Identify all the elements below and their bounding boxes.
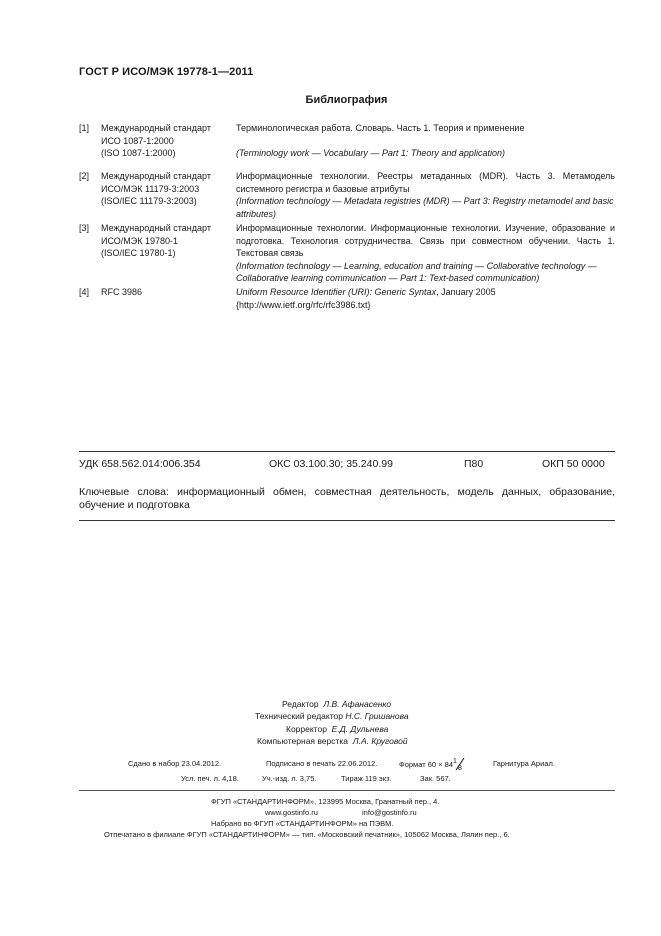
entry-description [236,170,615,220]
printed-note: Отпечатано в филиале ФГУП «СТАНДАРТИНФОРМ» — тип. «Московский печатник», 105062 Москва, Лялин пер., 6. [104,830,510,839]
standard-designation [101,122,239,160]
typeset-note: Набрано во ФГУП «СТАНДАРТИНФОРМ» на ПЭВМ. [211,819,394,828]
standard-designation [101,222,239,260]
standard-designation [101,170,239,208]
entry-number: [1] [79,123,90,133]
order-number: Зак. 567. [420,774,451,783]
typeface: Гарнитура Ариал. [493,759,555,768]
publisher-email: info@gostinfo.ru [362,808,417,817]
name: Л.А. Круговой [352,736,408,746]
entry-description [236,286,615,311]
standard-number: RFC 3986 [101,287,143,297]
classification-row [79,458,615,472]
oks-code: ОКС 03.100.30; 35.240.99 [269,458,393,470]
print-run: Тираж 119 экз. [341,774,392,783]
title-ru: Информационные технологии. Информационные технологии. Изучение, образование и подготовка. Технология сотрудничества. Связь при совместном обучении. Часть 1. Текстовая связь [236,223,615,258]
entry-number: [2] [79,171,90,181]
bib-entry [79,286,615,312]
bibliography-title: Библиография [305,94,388,106]
standard-type: Международный стандарт [101,223,211,233]
label: Компьютерная верстка [257,736,349,746]
standard-number: ИСО 1087-1:2000 [101,135,174,146]
title-en: (Terminology work — Vocabulary — Part 1: Theory and application) [236,147,505,158]
standard-designation [101,286,239,299]
label: Редактор [282,699,319,709]
divider-top [79,451,615,452]
entry-number: [4] [79,287,90,297]
title-ru: Информационные технологии. Реестры метаданных (MDR). Часть 3. Метамодель системного регистра и базовые атрибуты [236,171,615,194]
bib-entry [79,170,615,222]
p-code: П80 [464,458,484,470]
name: Л.В. Афанасенко [323,699,392,709]
standard-number-en: (ISO 1087-1:2000) [101,148,176,158]
keywords: Ключевые слова: информационный обмен, совместная деятельность, модель данных, образование, обучение и подготовка [79,486,615,511]
document-id: ГОСТ Р ИСО/МЭК 19778-1—2011 [79,66,254,78]
entry-number: [3] [79,223,90,233]
entry-description [236,122,615,159]
fraction-one-eighth [453,758,465,770]
sent-to-typesetting: Сдано в набор 23.04.2012. [128,759,222,768]
signed-to-print: Подписано в печать 22.06.2012. [266,759,378,768]
standard-number: ИСО/МЭК 11179-3:2003 [101,183,200,194]
bib-entry [79,222,615,284]
label: Корректор [286,724,327,734]
title-ru: Терминологическая работа. Словарь. Часть 1. Теория и применение [236,123,525,133]
frac-num: 1 [453,758,457,765]
standard-number-en: (ISO/IEC 11179-3:2003) [101,196,197,206]
standard-type: Международный стандарт [101,171,211,181]
okp-code: ОКП 50 0000 [542,458,605,470]
entry-description [236,222,615,285]
bib-entry [79,122,615,162]
standard-number: ИСО/МЭК 19780-1 [101,235,179,246]
format-label: Формат 60 [399,760,437,769]
title-en: Uniform Resource Identifier (URI): Generic Syntax [236,287,437,297]
title-en: (Information technology — Learning, education and training — Collaborative technology — Collaborative learning communication — Part 1: Text-based communication) [236,260,597,283]
frac-den: 8 [458,765,462,772]
divider-footer [79,790,615,791]
divider-bottom [79,520,615,521]
standard-number-en: (ISO/IEC 19780-1) [101,248,176,258]
standard-type: Международный стандарт [101,123,211,133]
credit-layout [257,735,408,748]
publisher-website: www.gostinfo.ru [265,808,318,817]
edition-sheets: Уч.-изд. л. 3,75. [262,774,317,783]
udk-code: УДК 658.562.014:006.354 [79,458,201,470]
paper-format [399,758,465,771]
credit-tech-editor [255,710,409,723]
print-sheets: Усл. печ. л. 4,18. [181,774,239,783]
reference-url: {http://www.ietf.org/rfc/rfc3986.txt} [236,299,371,310]
name: Н.С. Гришанова [345,711,409,721]
name: Е.Д. Дульнева [331,724,389,734]
publication-date: , January 2005 [436,287,496,297]
format-times: × [438,760,443,769]
format-84: 84 [444,760,453,769]
publisher-address: ФГУП «СТАНДАРТИНФОРМ», 123995 Москва, Гранатный пер., 4. [211,797,440,806]
label: Технический редактор [255,711,343,721]
title-en: (Information technology — Metadata registries (MDR) — Part 3: Registry metamodel and basic attributes) [236,196,614,219]
